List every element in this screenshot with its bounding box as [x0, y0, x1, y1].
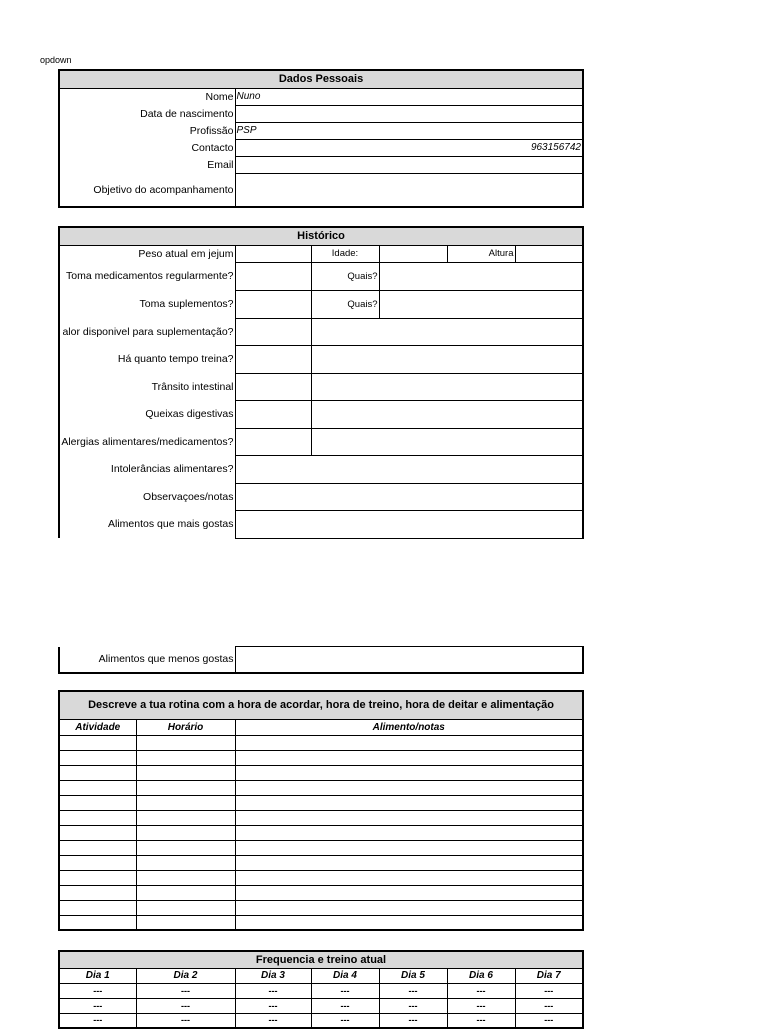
rotina-cell[interactable] — [59, 870, 136, 885]
field-observacoes[interactable] — [235, 483, 583, 510]
label-altura: Altura — [447, 245, 515, 262]
col-dia-3: Dia 3 — [235, 968, 311, 983]
field-transito-notes[interactable] — [311, 373, 583, 400]
field-intolerancias[interactable] — [235, 455, 583, 483]
rotina-cell[interactable] — [235, 900, 583, 915]
rotina-cell[interactable] — [136, 780, 235, 795]
rotina-cell[interactable] — [235, 810, 583, 825]
col-dia-7: Dia 7 — [515, 968, 583, 983]
historico-continuation-table — [58, 646, 584, 674]
historico-table — [58, 226, 584, 539]
rotina-cell[interactable] — [59, 855, 136, 870]
rotina-cell[interactable] — [59, 750, 136, 765]
field-quais-medicamentos[interactable] — [379, 262, 583, 290]
frequencia-table — [58, 950, 584, 1029]
rotina-cell[interactable] — [235, 840, 583, 855]
frequencia-cell[interactable]: --- — [379, 1013, 447, 1028]
field-nascimento[interactable] — [235, 105, 583, 122]
frequencia-cell[interactable]: --- — [311, 998, 379, 1013]
frequencia-cell[interactable]: --- — [136, 1013, 235, 1028]
field-tempo-treina-notes[interactable] — [311, 345, 583, 373]
frequencia-cell[interactable]: --- — [515, 1013, 583, 1028]
col-dia-5: Dia 5 — [379, 968, 447, 983]
rotina-cell[interactable] — [136, 855, 235, 870]
rotina-cell[interactable] — [136, 840, 235, 855]
label-alergias: Alergias alimentares/medicamentos? — [59, 428, 235, 455]
rotina-cell[interactable] — [235, 795, 583, 810]
rotina-cell[interactable] — [235, 765, 583, 780]
field-valor-suplementacao[interactable] — [235, 318, 311, 345]
frequencia-cell[interactable]: --- — [136, 998, 235, 1013]
label-suplementos: Toma suplementos? — [59, 290, 235, 318]
frequencia-cell[interactable]: --- — [311, 1013, 379, 1028]
frequencia-title: Frequencia e treino atual — [59, 951, 583, 968]
frequencia-cell[interactable]: --- — [59, 998, 136, 1013]
frequencia-cell[interactable]: --- — [311, 983, 379, 998]
col-horario: Horário — [136, 719, 235, 735]
label-email: Email — [59, 156, 235, 173]
rotina-cell[interactable] — [136, 870, 235, 885]
frequencia-cell[interactable]: --- — [515, 983, 583, 998]
label-menos-gostas: Alimentos que menos gostas — [59, 647, 235, 673]
frequencia-cell[interactable]: --- — [379, 998, 447, 1013]
rotina-title: Descreve a tua rotina com a hora de acordar, hora de treino, hora de deitar e alimentação — [59, 691, 583, 719]
frequencia-cell[interactable]: --- — [59, 1013, 136, 1028]
dados-pessoais-table — [58, 69, 584, 208]
col-dia-1: Dia 1 — [59, 968, 136, 983]
rotina-cell[interactable] — [235, 750, 583, 765]
rotina-cell[interactable] — [136, 735, 235, 750]
label-queixas: Queixas digestivas — [59, 400, 235, 428]
frequencia-cell[interactable]: --- — [447, 1013, 515, 1028]
field-altura[interactable] — [515, 245, 583, 262]
rotina-cell[interactable] — [59, 735, 136, 750]
label-observacoes: Observaçoes/notas — [59, 483, 235, 510]
rotina-cell[interactable] — [59, 765, 136, 780]
field-transito[interactable] — [235, 373, 311, 400]
rotina-cell[interactable] — [235, 855, 583, 870]
field-medicamentos[interactable] — [235, 262, 311, 290]
rotina-cell[interactable] — [59, 780, 136, 795]
rotina-cell[interactable] — [235, 780, 583, 795]
rotina-cell[interactable] — [235, 735, 583, 750]
rotina-cell[interactable] — [136, 795, 235, 810]
label-intolerancias: Intolerâncias alimentares? — [59, 455, 235, 483]
frequencia-cell[interactable]: --- — [235, 983, 311, 998]
col-atividade: Atividade — [59, 719, 136, 735]
rotina-cell[interactable] — [59, 900, 136, 915]
field-gostas[interactable] — [235, 510, 583, 538]
frequencia-cell[interactable]: --- — [235, 998, 311, 1013]
label-nome: Nome — [59, 88, 235, 105]
dropdown-label: opdown — [40, 55, 72, 65]
field-menos-gostas[interactable] — [235, 647, 583, 673]
frequencia-cell[interactable]: --- — [59, 983, 136, 998]
rotina-cell[interactable] — [136, 900, 235, 915]
frequencia-cell[interactable]: --- — [379, 983, 447, 998]
rotina-cell[interactable] — [235, 885, 583, 900]
field-tempo-treina[interactable] — [235, 345, 311, 373]
rotina-cell[interactable] — [136, 885, 235, 900]
rotina-cell[interactable] — [136, 915, 235, 930]
col-alimento: Alimento/notas — [235, 719, 583, 735]
rotina-cell[interactable] — [59, 825, 136, 840]
col-dia-6: Dia 6 — [447, 968, 515, 983]
field-profissao[interactable]: PSP — [235, 122, 583, 139]
label-quais-suplementos: Quais? — [311, 290, 379, 318]
label-nascimento: Data de nascimento — [59, 105, 235, 122]
rotina-cell[interactable] — [136, 765, 235, 780]
rotina-cell[interactable] — [59, 885, 136, 900]
field-quais-suplementos[interactable] — [379, 290, 583, 318]
label-objetivo: Objetivo do acompanhamento — [59, 173, 235, 207]
label-transito: Trânsito intestinal — [59, 373, 235, 400]
frequencia-cell[interactable]: --- — [447, 983, 515, 998]
label-peso: Peso atual em jejum — [59, 245, 235, 262]
label-idade: Idade: — [311, 245, 379, 262]
field-email[interactable] — [235, 156, 583, 173]
label-profissao: Profissão — [59, 122, 235, 139]
field-alergias-notes[interactable] — [311, 428, 583, 455]
rotina-cell[interactable] — [59, 795, 136, 810]
field-alergias[interactable] — [235, 428, 311, 455]
frequencia-cell[interactable]: --- — [447, 998, 515, 1013]
field-suplementos[interactable] — [235, 290, 311, 318]
label-quais-medicamentos: Quais? — [311, 262, 379, 290]
dados-pessoais-title: Dados Pessoais — [59, 70, 583, 88]
rotina-cell[interactable] — [235, 825, 583, 840]
rotina-cell[interactable] — [235, 915, 583, 930]
field-nome[interactable]: Nuno — [235, 88, 583, 105]
field-valor-suplementacao-notes[interactable] — [311, 318, 583, 345]
rotina-cell[interactable] — [59, 840, 136, 855]
rotina-table — [58, 690, 584, 931]
label-gostas: Alimentos que mais gostas — [59, 510, 235, 538]
rotina-cell[interactable] — [59, 915, 136, 930]
frequencia-cell[interactable]: --- — [515, 998, 583, 1013]
frequencia-cell[interactable]: --- — [235, 1013, 311, 1028]
field-idade[interactable] — [379, 245, 447, 262]
frequencia-cell[interactable]: --- — [136, 983, 235, 998]
col-dia-4: Dia 4 — [311, 968, 379, 983]
field-queixas-notes[interactable] — [311, 400, 583, 428]
field-objetivo[interactable] — [235, 173, 583, 207]
rotina-cell[interactable] — [136, 810, 235, 825]
label-contacto: Contacto — [59, 139, 235, 156]
field-queixas[interactable] — [235, 400, 311, 428]
rotina-cell[interactable] — [235, 870, 583, 885]
rotina-cell[interactable] — [136, 825, 235, 840]
field-contacto[interactable]: 963156742 — [235, 139, 583, 156]
rotina-cell[interactable] — [136, 750, 235, 765]
col-dia-2: Dia 2 — [136, 968, 235, 983]
historico-title: Histórico — [59, 227, 583, 245]
label-valor-suplementacao: alor disponivel para suplementação? — [59, 318, 235, 345]
label-tempo-treina: Há quanto tempo treina? — [59, 345, 235, 373]
field-peso[interactable] — [235, 245, 311, 262]
rotina-cell[interactable] — [59, 810, 136, 825]
label-medicamentos: Toma medicamentos regularmente? — [59, 262, 235, 290]
